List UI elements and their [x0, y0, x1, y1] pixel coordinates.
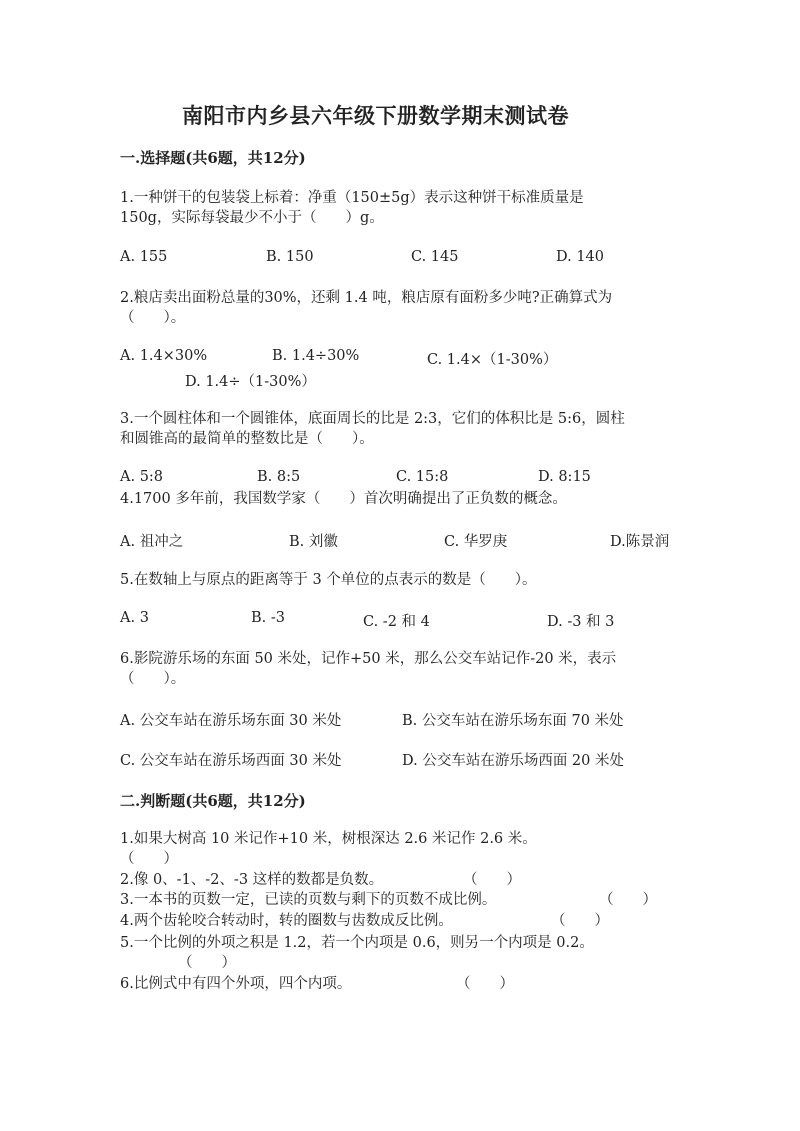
option-c[interactable]: C. 华罗庚 [444, 534, 508, 550]
option-a[interactable]: A. 3 [120, 610, 149, 626]
option-a[interactable]: A. 155 [120, 249, 168, 265]
question-text-line: 2.粮店卖出面粉总量的30%，还剩 1.4 吨，粮店原有面粉多少吨?正确算式为 [120, 290, 613, 306]
option-d[interactable]: D. 1.4÷（1-30%） [185, 374, 316, 390]
judgement-text: 4.两个齿轮咬合转动时，转的圈数与齿数成反比例。 [120, 913, 453, 929]
option-a[interactable]: A. 5:8 [120, 469, 164, 485]
question-text-line: （ ）。 [120, 671, 186, 687]
section-heading-choice: 一.选择题(共6题，共12分) [120, 149, 306, 167]
option-a[interactable]: A. 祖冲之 [120, 534, 184, 550]
judgement-text: 2.像 0、-1、-2、-3 这样的数都是负数。 [120, 872, 384, 888]
option-c[interactable]: C. 15:8 [396, 469, 449, 485]
question-text-line: 150g，实际每袋最少不小于（ ）g。 [120, 210, 384, 226]
option-b[interactable]: B. 刘徽 [289, 534, 338, 550]
question-text-line: 6.影院游乐场的东面 50 米处，记作+50 米，那么公交车站记作-20 米，表示 [120, 651, 617, 667]
judgement-text: 5.一个比例的外项之积是 1.2，若一个内项是 0.6，则另一个内项是 0.2。 [120, 935, 594, 951]
option-d[interactable]: D.陈景润 [610, 534, 670, 550]
section-heading-judgement: 二.判断题(共6题，共12分) [120, 792, 306, 810]
option-b[interactable]: B. 8:5 [257, 469, 301, 485]
option-c[interactable]: C. 公交车站在游乐场西面 30 米处 [120, 753, 342, 769]
option-d[interactable]: D. -3 和 3 [547, 614, 615, 630]
option-c[interactable]: C. 1.4×（1-30%） [427, 352, 558, 368]
option-b[interactable]: B. 公交车站在游乐场东面 70 米处 [402, 713, 624, 729]
answer-blank[interactable]: （ ） [178, 955, 236, 971]
option-b[interactable]: B. 1.4÷30% [272, 348, 360, 364]
answer-blank[interactable]: （ ） [599, 892, 657, 908]
question-text-line: 4.1700 多年前，我国数学家（ ）首次明确提出了正负数的概念。 [120, 491, 567, 507]
option-d[interactable]: D. 140 [556, 249, 605, 265]
answer-blank[interactable]: （ ） [456, 976, 514, 992]
answer-blank[interactable]: （ ） [463, 872, 521, 888]
option-d[interactable]: D. 公交车站在游乐场西面 20 米处 [402, 753, 624, 769]
option-a[interactable]: A. 公交车站在游乐场东面 30 米处 [120, 713, 342, 729]
judgement-text: 1.如果大树高 10 米记作+10 米，树根深达 2.6 米记作 2.6 米。 [120, 831, 537, 847]
question-text-line: （ ）。 [120, 310, 186, 326]
option-b[interactable]: B. -3 [251, 610, 285, 626]
answer-blank[interactable]: （ ） [551, 913, 609, 929]
option-c[interactable]: C. 145 [411, 249, 459, 265]
judgement-text: 6.比例式中有四个外项，四个内项。 [120, 976, 352, 992]
option-b[interactable]: B. 150 [266, 249, 314, 265]
judgement-text: 3.一本书的页数一定，已读的页数与剩下的页数不成比例。 [120, 892, 497, 908]
option-c[interactable]: C. -2 和 4 [363, 614, 430, 630]
answer-blank[interactable]: （ ） [120, 851, 178, 867]
question-text-line: 1.一种饼干的包装袋上标着：净重（150±5g）表示这种饼干标准质量是 [120, 190, 584, 206]
question-text-line: 3.一个圆柱体和一个圆锥体，底面周长的比是 2:3，它们的体积比是 5:6，圆柱 [120, 411, 625, 427]
question-text-line: 和圆锥高的最简单的整数比是（ ）。 [120, 431, 374, 447]
option-d[interactable]: D. 8:15 [538, 469, 591, 485]
question-text-line: 5.在数轴上与原点的距离等于 3 个单位的点表示的数是（ ）。 [120, 572, 537, 588]
page-title: 南阳市内乡县六年级下册数学期末测试卷 [182, 103, 569, 128]
option-a[interactable]: A. 1.4×30% [120, 348, 208, 364]
